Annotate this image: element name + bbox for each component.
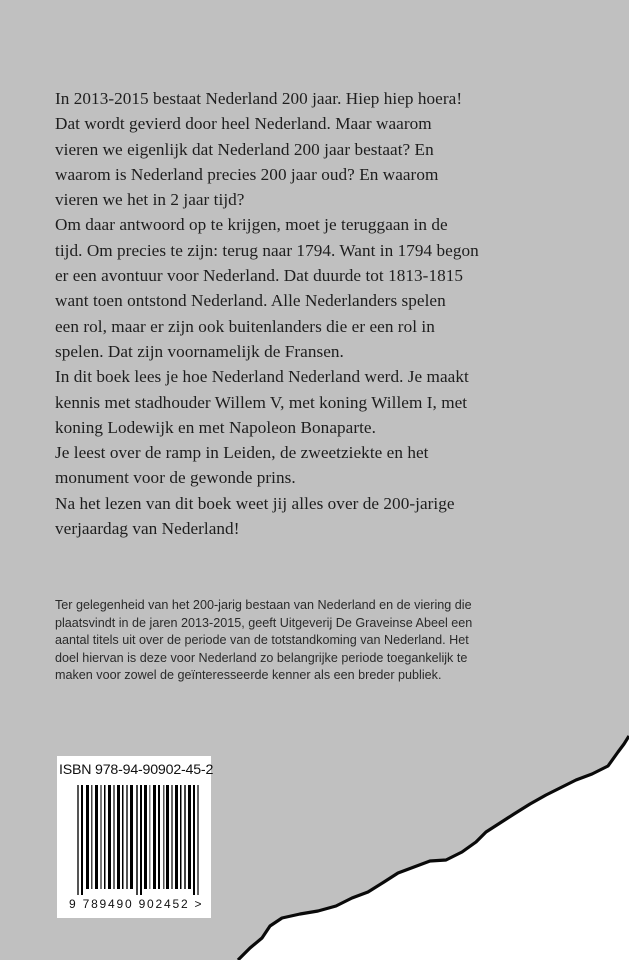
isbn-label: ISBN 978-94-90902-45-2: [59, 762, 214, 778]
body-line: spelen. Dat zijn voornamelijk de Fransen.: [55, 341, 344, 361]
body-line: Je leest over de ramp in Leiden, de zweetziekte en het: [55, 443, 429, 463]
body-line: vieren we eigenlijk dat Nederland 200 jaar bestaat? En: [55, 139, 434, 159]
body-line: verjaardag van Nederland!: [55, 519, 240, 539]
body-line: waarom is Nederland precies 200 jaar oud? En waarom: [55, 164, 439, 184]
body-line: monument voor de gewonde prins.: [55, 468, 296, 488]
body-line: want toen ontstond Nederland. Alle Nederlanders spelen: [55, 291, 446, 311]
body-line: koning Lodewijk en met Napoleon Bonaparte.: [55, 417, 376, 437]
body-line: Dat wordt gevierd door heel Nederland. Maar waarom: [55, 114, 432, 134]
body-line: tijd. Om precies te zijn: terug naar 1794. Want in 1794 begon: [55, 240, 479, 260]
body-line: een rol, maar er zijn ook buitenlanders die er een rol in: [55, 316, 435, 336]
blurb-line: aantal titels uit over de periode van de totstandkoming van Nederland. Het: [55, 633, 469, 648]
body-line: kennis met stadhouder Willem V, met koning Willem I, met: [55, 392, 468, 412]
body-line: In 2013-2015 bestaat Nederland 200 jaar. Hiep hiep hoera!: [55, 89, 463, 108]
body-line: Na het lezen van dit boek weet jij alles over de 200-jarige: [55, 493, 455, 513]
publisher-blurb: [55, 597, 615, 685]
cover-body-text: [55, 86, 615, 541]
body-line: vieren we het in 2 jaar tijd?: [55, 190, 245, 210]
body-line: er een avontuur voor Nederland. Dat duurde tot 1813-1815: [55, 266, 464, 286]
barcode-icon: [77, 785, 207, 895]
barcode-digits: 9 789490 902452 >: [69, 897, 204, 911]
blurb-line: maken voor zowel de geïnteresseerde kenner als een breder publiek.: [55, 668, 442, 683]
blurb-line: plaatsvindt in de jaren 2013-2015, geeft Uitgeverij De Graveinse Abeel een: [55, 615, 473, 630]
body-line: In dit boek lees je hoe Nederland Nederland werd. Je maakt: [55, 367, 469, 387]
blurb-line: Ter gelegenheid van het 200-jarig bestaan van Nederland en de viering die: [55, 598, 472, 612]
body-line: Om daar antwoord op te krijgen, moet je teruggaan in de: [55, 215, 448, 235]
blurb-line: doel hiervan is deze voor Nederland zo belangrijke periode toegankelijk te: [55, 650, 468, 665]
